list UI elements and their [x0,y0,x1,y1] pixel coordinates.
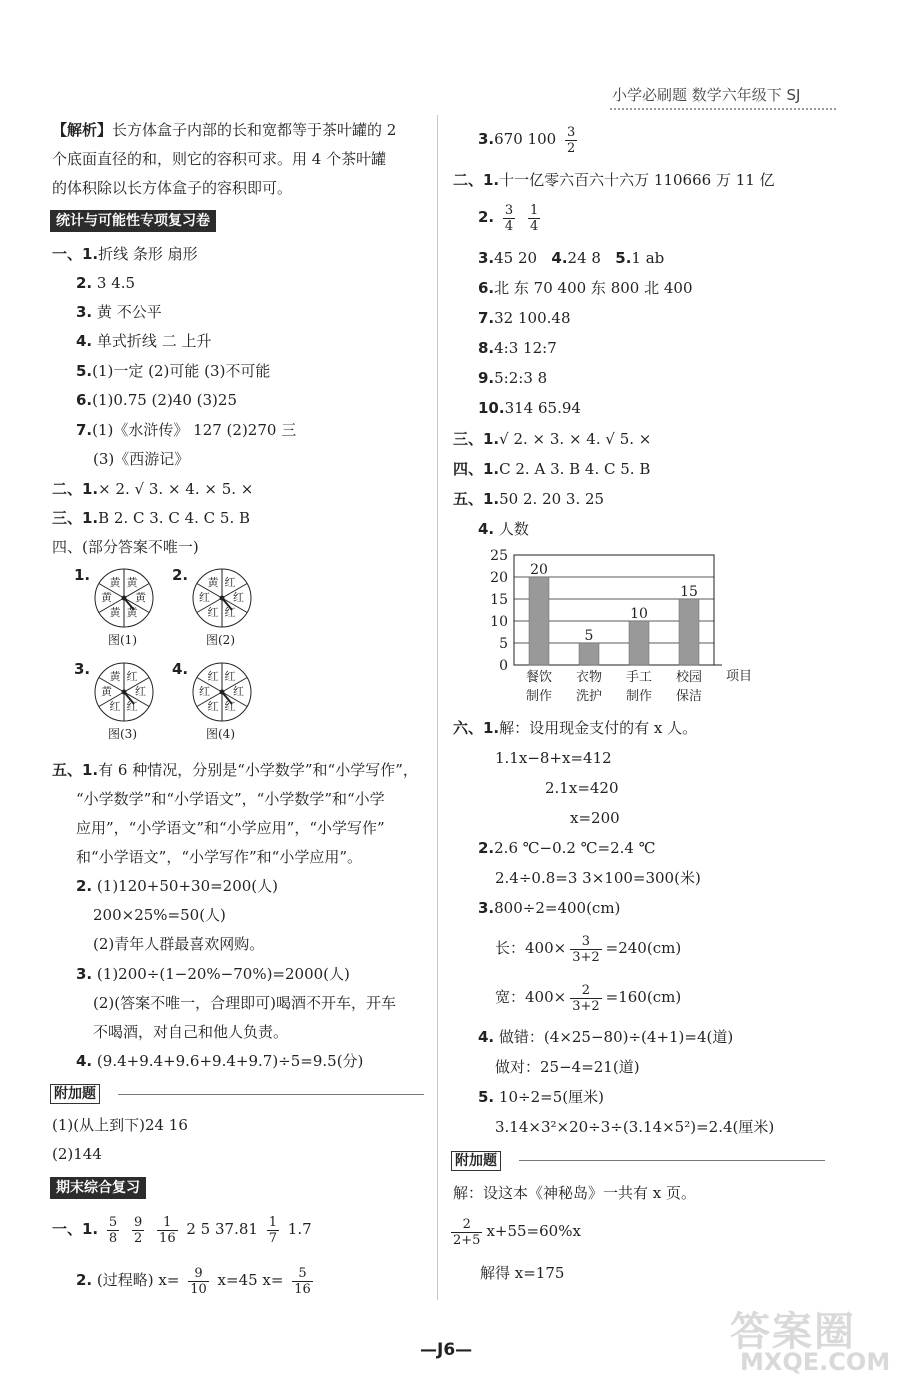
bar-value-label: 15 [680,584,698,600]
r-answer-6-1-a: 六、1.解：设用现金支付的有 x 人。 [453,719,698,737]
x-tick-label: 制作 [525,689,553,704]
analysis-line-1: 【解析】长方体盒子内部的长和宽都等于茶叶罐的 2 [52,121,397,139]
extra-questions-rule [118,1094,424,1095]
r-answer-6-5-b: 3.14×3²×20÷3÷(3.14×5²)=2.4(厘米) [495,1118,775,1136]
wheel-number: 2. [172,566,189,584]
x-tick-label: 制作 [625,689,653,704]
wheel-sector-label: 红 [109,699,121,713]
wheel-sector-label: 黄 [101,591,112,604]
x-tick-label: 衣物 [575,670,603,685]
r-answer-6-1-b: 1.1x−8+x=412 [495,749,612,767]
spinner-wheel [192,568,252,628]
answer-5-3-c: 不喝酒，对自己和他人负责。 [93,1023,289,1041]
fraction: $\frac{3}{4}$ [504,202,514,234]
wheel-number: 3. [74,660,91,678]
r-answer-6-1-d: x=200 [570,809,620,827]
answer-5-2-a: 2. (1)120+50+30=200(人) [76,877,279,895]
answer-5-1-b: “小学数学”和“小学语文”，“小学数学”和“小学 [76,790,385,808]
wheel-sector-label: 红 [207,699,219,713]
bar-value-label: 10 [630,606,648,622]
extra-questions-tag: 附加题 [50,1084,100,1104]
answer-1-4: 4. 单式折线 二 上升 [76,332,212,350]
answer-5-2-c: (2)青年人群最喜欢网购。 [93,935,265,953]
r-answer-4-choice: 四、1.C 2. A 3. B 4. C 5. B [453,460,651,478]
bar [679,599,699,665]
answer-5-3-a: 3. (1)200÷(1−20%−70%)=2000(人) [76,965,350,983]
answer-3: 三、1.B 2. C 3. C 4. C 5. B [52,509,251,527]
r-extra-1: 解：设这本《神秘岛》一共有 x 页。 [453,1184,696,1202]
wheel-sector-label: 红 [126,670,138,684]
page-number: —J6— [420,1340,473,1360]
answer-5-3-b: (2)(答案不唯一，合理即可)喝酒不开车，开车 [93,994,396,1012]
spinner-wheel [94,568,154,628]
r-answer-6-2-b: 2.4÷0.8=3 3×100=300(米) [495,869,701,887]
answer-2: 二、1.× 2. √ 3. × 4. × 5. × [52,480,254,498]
extra-questions-rule-right [519,1160,825,1161]
wheel-caption: 图(4) [206,727,235,741]
y-tick-label: 5 [499,636,508,652]
r-answer-2-9: 9.5:2:3 8 [478,369,548,387]
analysis-line-3: 的体积除以长方体盒子的容积即可。 [52,179,293,197]
answer-5-1-d: 和“小学语文”，“小学写作”和“小学应用”。 [76,848,363,866]
fraction: $\frac{2}{3+2}$ [572,982,600,1014]
wheel-sector-label: 红 [224,576,236,590]
bar [629,621,649,665]
final-answer-1: 一、1. $\frac{5}{8}$ $\frac{9}{2}$ $\frac{1}{16}$ 2 5 37.81 $\frac{1}{7}$ 1.7 [52,1214,312,1246]
fraction: $\frac{9}{2}$ [133,1214,143,1246]
r-answer-2-1: 二、1.十一亿零六百六十六万 110666 万 11 亿 [453,171,775,189]
bar [529,577,549,665]
header-divider [610,108,836,110]
watermark-url: MXQE.COM [740,1348,891,1376]
wheel-sector-label: 黄 [126,576,138,590]
wheel-sector-label: 红 [224,699,236,713]
analysis-line-2: 个底面直径的和，则它的容积可求。用 4 个茶叶罐 [52,150,387,168]
wheel-sector-label: 红 [135,685,146,698]
column-divider [437,115,438,1300]
answer-1-2: 2. 3 4.5 [76,274,136,292]
extra-answer-2: (2)144 [52,1145,102,1163]
header-title: 小学必刷题 数学六年级下 SJ [612,86,801,104]
fraction: $\frac{1}{7}$ [268,1214,278,1246]
wheel-sector-label: 红 [207,670,219,684]
x-axis-label: 项目 [726,669,753,684]
wheel-sector-label: 红 [233,685,244,698]
r-answer-6-2-a: 2.2.6 ℃−0.2 ℃=2.4 ℃ [478,839,656,857]
watermark-text: 答案圈 [730,1309,856,1355]
y-tick-label: 0 [499,658,508,674]
spinner-wheel [192,662,252,722]
answer-5-1-c: 应用”，“小学语文”和“小学应用”，“小学写作” [76,819,385,837]
extra-answer-1: (1)(从上到下)24 16 [52,1116,188,1134]
wheel-sector-label: 黄 [109,605,121,619]
x-tick-label: 校园 [675,670,703,685]
wheel-sector-label: 黄 [101,685,112,698]
wheel-sector-label: 红 [224,605,236,619]
answer-1-3: 3. 黄 不公平 [76,303,162,321]
r-answer-5: 五、1.50 2. 20 3. 25 [453,490,605,508]
r-answer-6-3-c: 宽：400× $\frac{2}{3+2}$ =160(cm) [495,982,682,1014]
r-answer-2-3: 3.45 20 4.24 8 5.1 ab [478,249,665,267]
wheel-number: 1. [74,566,91,584]
wheel-number: 4. [172,660,189,678]
answer-5-4: 4. (9.4+9.4+9.6+9.4+9.7)÷5=9.5(分) [76,1052,364,1070]
y-tick-label: 10 [490,614,508,630]
r-answer-5-4: 4. 人数 [478,520,529,538]
r-answer-2-7: 7.32 100.48 [478,309,571,327]
wheel-sector-label: 红 [207,605,219,619]
r-answer-2-10: 10.314 65.94 [478,399,581,417]
r-answer-3: 3.670 100 $\frac{3}{2}$ [478,124,576,156]
spinner-wheel [94,662,154,722]
r-answer-6-4-a: 4. 做错：(4×25−80)÷(4+1)=4(道) [478,1028,734,1046]
answer-1-1: 一、1.折线 条形 扇形 [52,245,198,263]
bar-value-label: 5 [584,628,594,644]
y-tick-label: 15 [490,592,508,608]
wheel-caption: 图(3) [108,727,137,741]
bar-chart [470,540,770,710]
wheel-caption: 图(2) [206,633,235,647]
wheel-sector-label: 黄 [135,591,146,604]
r-answer-6-4-b: 做对：25−4=21(道) [495,1058,640,1076]
answer-1-5: 5.(1)一定 (2)可能 (3)不可能 [76,362,271,380]
wheel-sector-label: 红 [126,699,138,713]
answer-4-heading: 四、(部分答案不唯一) [52,538,199,556]
r-answer-6-1-c: 2.1x=420 [545,779,619,797]
final-answer-2: 2. (过程略) x= $\frac{9}{10}$ x=45 x= $\frac{5}{16}$ [76,1265,311,1297]
fraction: $\frac{9}{10}$ [190,1265,207,1297]
wheel-caption: 图(1) [108,633,137,647]
wheel-sector-label: 红 [199,685,210,698]
fraction: $\frac{5}{16}$ [294,1265,311,1297]
wheel-sector-label: 红 [224,670,236,684]
wheel-sector-label: 黄 [109,576,121,590]
r-answer-3-tf: 三、1.√ 2. × 3. × 4. √ 5. × [453,430,652,448]
r-answer-2-2: 2. $\frac{3}{4}$ $\frac{1}{4}$ [478,202,539,234]
y-tick-label: 20 [490,570,508,586]
y-tick-label: 25 [490,548,508,564]
r-answer-6-3-a: 3.800÷2=400(cm) [478,899,621,917]
answer-5-2-b: 200×25%=50(人) [93,906,226,924]
x-tick-label: 保洁 [675,689,703,704]
r-extra-2: $\frac{2}{2+5}$ x+55=60%x [453,1216,581,1248]
answer-1-6: 6.(1)0.75 (2)40 (3)25 [76,391,237,409]
r-extra-3: 解得 x=175 [480,1264,565,1282]
x-tick-label: 洗护 [575,689,603,704]
r-answer-2-6: 6.北 东 70 400 东 800 北 400 [478,279,693,297]
x-tick-label: 餐饮 [525,670,553,685]
fraction: $\frac{3}{2}$ [566,124,576,156]
answer-1-7: 7.(1)《水浒传》 127 (2)270 三 [76,421,297,439]
wheel-sector-label: 黄 [207,576,219,590]
wheel-sector-label: 黄 [109,670,121,684]
fraction: $\frac{2}{2+5}$ [453,1216,481,1248]
answer-5-1-a: 五、1.有 6 种情况，分别是“小学数学”和“小学写作”， [52,761,418,779]
r-answer-2-8: 8.4:3 12:7 [478,339,557,357]
wheel-sector-label: 黄 [126,605,138,619]
fraction: $\frac{1}{4}$ [529,202,539,234]
fraction: $\frac{1}{16}$ [159,1214,176,1246]
fraction: $\frac{3}{3+2}$ [572,933,600,965]
section-title-statistics: 统计与可能性专项复习卷 [50,210,216,232]
section-title-final-review: 期末综合复习 [50,1177,146,1199]
bar-value-label: 20 [530,562,548,578]
answer-1-7-b: (3)《西游记》 [93,450,190,468]
bar [579,643,599,665]
x-tick-label: 手工 [625,670,653,685]
extra-questions-tag-right: 附加题 [451,1151,501,1171]
fraction: $\frac{5}{8}$ [108,1214,118,1246]
r-answer-6-5-a: 5. 10÷2=5(厘米) [478,1088,604,1106]
wheel-sector-label: 红 [233,591,244,604]
r-answer-6-3-b: 长：400× $\frac{3}{3+2}$ =240(cm) [495,933,682,965]
wheel-sector-label: 红 [199,591,210,604]
